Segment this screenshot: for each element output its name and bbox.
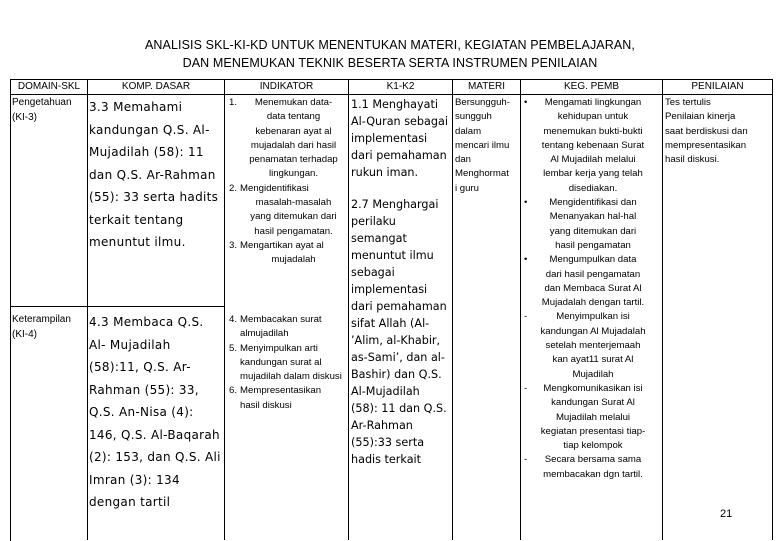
penilaian-line: Tes tertulis (665, 97, 711, 108)
col-divider (452, 79, 453, 540)
kegiatan-line (524, 139, 662, 153)
k1k2-line: dari pemahaman (351, 149, 447, 162)
header-k1k2: K1-K2 (386, 81, 415, 92)
kegiatan-text: Mengkomunikasikan isi (543, 382, 643, 394)
penilaian-cell (665, 96, 748, 167)
materi-line: mencari ilmu (455, 139, 510, 151)
k1k2-line: sifat Allah (Al- (351, 317, 430, 330)
kd-line: (55): 33 serta hadits (89, 190, 219, 204)
indikator-line: almujadilah (240, 328, 289, 340)
indikator-line: Membacakan surat (240, 314, 322, 325)
kegiatan-line (524, 253, 662, 267)
k1k2-line: 1.1 Menghayati (351, 98, 438, 111)
komp-dasar-kd4 (89, 311, 221, 514)
k1k2-block-2 (351, 196, 447, 468)
kegiatan-line (524, 310, 662, 324)
header-materi: MATERI (467, 81, 506, 92)
indikator-item (229, 96, 347, 182)
kegiatan-text: Mujadilah (572, 368, 614, 380)
penilaian-line: Penilaian kinerja (665, 111, 736, 123)
penilaian-line: saat berdiskusi dan (665, 125, 748, 137)
domain-label: Keterampilan (12, 314, 71, 325)
k1k2-line: sebagai (351, 266, 395, 279)
bullet-icon: • (524, 97, 528, 108)
kd-line: terkait tentang (89, 212, 184, 227)
indikator-item (229, 342, 347, 385)
kegiatan-text: Mengidentifikasi dan (549, 197, 637, 209)
kegiatan-text: dari hasil pengamatan (545, 268, 641, 280)
kegiatan-text: Mengamati lingkungan (544, 97, 642, 108)
kegiatan-line (524, 325, 662, 339)
kegiatan-text: setelah menterjemaah (545, 340, 641, 352)
indikator-item (229, 313, 347, 342)
kegiatan-line (524, 182, 662, 196)
kegiatan-text: kandungan Al Mujadalah (540, 325, 646, 337)
header-komp-dasar: KOMP. DASAR (121, 81, 191, 92)
materi-line: dan (455, 154, 472, 166)
dash-marker: - (524, 311, 528, 323)
page-number: 21 (720, 508, 733, 520)
k1k2-line: as-Sami’, dan al- (351, 351, 445, 364)
kegiatan-line (524, 239, 662, 253)
kegiatan-line (524, 210, 662, 224)
kegiatan-line (524, 268, 662, 282)
col-divider (520, 79, 521, 540)
materi-line: dalam (455, 125, 482, 137)
domain-cell (12, 96, 72, 125)
document-title-line2: DAN MENEMUKAN TEKNIK BESERTA SERTA INSTRUMEN PENILAIAN (182, 56, 598, 70)
indikator-kd4 (229, 313, 347, 413)
materi-line: Bersungguh- (455, 97, 510, 108)
kd-line: Q.S. An-Nisa (4): (89, 405, 194, 419)
penilaian-line: mempresentasikan (665, 139, 747, 151)
kegiatan-line (524, 396, 662, 410)
col-divider (348, 79, 349, 540)
k1k2-line: 2.7 Menghargai (351, 198, 439, 211)
indikator-line: Menemukan data- (254, 97, 333, 108)
k1k2-line: (55):33 serta (351, 436, 425, 449)
kegiatan-text: Secara bersama sama (544, 454, 642, 466)
kd-line: 3.3 Memahami (89, 100, 183, 114)
kegiatan-text: dan Membaca Surat Al (544, 282, 642, 294)
kd-line: dan Q.S. Ar-Rahman (89, 167, 216, 182)
indikator-line: masalah-masalah (255, 197, 332, 209)
indikator-line: hasil pengamatan. (254, 225, 333, 237)
domain-cell (12, 313, 71, 342)
k1k2-line: menuntut ilmu (351, 249, 434, 262)
col-divider (224, 79, 225, 540)
indikator-line: kandungan surat al (240, 356, 322, 368)
kegiatan-text: disediakan. (568, 182, 618, 194)
kegiatan-text: Menyimpulkan isi (556, 311, 630, 323)
kegiatan-line (524, 439, 662, 453)
item-number: 4. (229, 314, 238, 325)
k1k2-line: semangat (351, 232, 407, 245)
kegiatan-line (524, 153, 662, 167)
col-divider (772, 79, 773, 540)
kegiatan-text: kegiatan presentasi tiap- (540, 425, 646, 437)
materi-line: Menghormat (455, 168, 509, 180)
kd-line: Al- Mujadilah (89, 337, 171, 352)
col-divider (662, 79, 663, 540)
kegiatan-line (524, 110, 662, 124)
k1k2-line: Al-Mujadilah (351, 385, 420, 398)
header-keg-pemb: KEG. PEMB (563, 81, 619, 92)
item-number: 2. (229, 182, 238, 194)
kegiatan-text: kehidupan untuk (557, 111, 629, 123)
kegiatan-line (524, 282, 662, 296)
indikator-item (229, 384, 347, 413)
materi-cell (455, 96, 510, 196)
kegiatan-text: membacakan dgn tartil. (543, 468, 643, 480)
indikator-line: kebenaran ayat al (255, 125, 332, 137)
kd-line: Mujadilah (58): 11 (89, 145, 204, 159)
kd-line: kandungan Q.S. Al- (89, 122, 210, 137)
k1k2-block-1 (351, 96, 448, 181)
kegiatan-text: Mujadilah melalui (555, 411, 631, 423)
header-divider (10, 94, 772, 95)
kegiatan-line (524, 425, 662, 439)
kegiatan-text: Mengumpulkan data (549, 254, 637, 266)
kegiatan-line (524, 125, 662, 139)
materi-line: sungguh (455, 111, 492, 123)
header-domain: DOMAIN-SKL (17, 81, 81, 92)
kegiatan-text: yang ditemukan dari (549, 225, 637, 237)
dash-marker: - (524, 382, 528, 394)
indikator-line: yang ditemukan dari (250, 211, 337, 223)
domain-code: (KI-3) (12, 111, 37, 123)
kegiatan-text: hasil pengamatan (555, 239, 631, 251)
item-number: 3. (229, 239, 238, 251)
row-divider (10, 306, 224, 307)
indikator-line: mujadilah dalam diskusi (240, 371, 342, 383)
indikator-line: Mempresentasikan (240, 385, 322, 397)
domain-code: (KI-4) (12, 328, 37, 340)
indikator-line: mujadalah dari hasil (250, 139, 337, 151)
domain-label: Pengetahuan (12, 97, 72, 108)
komp-dasar-kd3 (89, 96, 218, 254)
document-title-line1: ANALISIS SKL-KI-KD UNTUK MENENTUKAN MATERI, KEGIATAN PEMBELAJARAN, (144, 38, 636, 52)
k1k2-line: ’Alim, al-Khabir, (351, 334, 441, 347)
kegiatan-text: lembar kerja yang telah (543, 168, 643, 180)
kegiatan-line (524, 167, 662, 181)
kegiatan-text: kandungan Surat Al (551, 397, 635, 409)
kegiatan-line (524, 225, 662, 239)
kegiatan-text: menemukan bukti-bukti (543, 125, 643, 137)
indikator-line: lingkungan. (268, 168, 319, 180)
materi-line: i guru (455, 182, 479, 194)
kd-line: dengan tartil (89, 495, 171, 509)
bullet-icon: • (524, 254, 528, 266)
kegiatan-line (524, 353, 662, 367)
kegiatan-line (524, 196, 662, 210)
penilaian-line: hasil diskusi. (665, 154, 720, 166)
kegiatan-line (524, 339, 662, 353)
dash-marker: - (524, 454, 528, 466)
kegiatan-line (524, 96, 662, 110)
indikator-line: Mengartikan ayat al (240, 239, 324, 251)
kegiatan-line (524, 296, 662, 310)
k1k2-line: Al-Quran sebagai (351, 115, 448, 128)
item-number: 1. (229, 97, 238, 108)
k1k2-line: implementasi (351, 132, 428, 145)
k1k2-line: Ar-Rahman (351, 419, 413, 432)
kd-line: 4.3 Membaca Q.S. (89, 315, 204, 329)
k1k2-line: rukun iman. (351, 166, 419, 179)
kegiatan-text: Mujadalah dengan tartil. (541, 297, 645, 309)
indikator-line: Mengidentifikasi (240, 182, 309, 194)
kd-line: Rahman (55): 33, (89, 382, 199, 397)
indikator-line: Menyimpulkan arti (240, 342, 318, 354)
k1k2-line: dari pemahaman (351, 300, 447, 313)
k1k2-line: (58): 11 dan Q.S. (351, 402, 447, 415)
kegiatan-line (524, 468, 662, 482)
kegiatan-line (524, 382, 662, 396)
kegiatan-text: Al Mujadilah melalui (550, 154, 636, 166)
kegiatan-text: kan ayat11 surat Al (552, 354, 634, 366)
indikator-item (229, 182, 347, 239)
indikator-line: data tentang (266, 111, 321, 123)
header-penilaian: PENILAIAN (691, 81, 744, 92)
item-number: 6. (229, 385, 238, 397)
kegiatan-line (524, 453, 662, 467)
indikator-kd3 (229, 96, 347, 268)
k1k2-line: perilaku (351, 215, 396, 228)
kd-line: (58):11, Q.S. Ar- (89, 360, 191, 374)
indikator-line: hasil diskusi (240, 399, 292, 411)
header-indikator: INDIKATOR (259, 81, 314, 92)
kd-line: menuntut ilmu. (89, 235, 186, 249)
kegiatan-text: tentang kebenaan Surat (541, 139, 645, 151)
kegiatan-text: tiap kelompok (563, 440, 623, 452)
k1k2-line: Bashir) dan Q.S. (351, 368, 442, 381)
kegiatan-pembelajaran-cell (524, 96, 662, 482)
kegiatan-line (524, 411, 662, 425)
indikator-line: mujadalah (271, 254, 316, 266)
k1k2-line: hadis terkait (351, 453, 422, 466)
k1k2-line: implementasi (351, 283, 428, 296)
indikator-item (229, 239, 347, 268)
bullet-icon: • (524, 197, 528, 209)
col-divider (87, 79, 88, 540)
kegiatan-line (524, 368, 662, 382)
kd-line: 146, Q.S. Al-Baqarah (89, 427, 220, 442)
indikator-line: penamatan terhadap (249, 154, 338, 166)
kd-line: Imran (3): 134 (89, 472, 180, 487)
kegiatan-text: Menanyakan hal-hal (549, 211, 637, 223)
item-number: 5. (229, 342, 238, 354)
kd-line: (2): 153, dan Q.S. Ali (89, 450, 221, 464)
